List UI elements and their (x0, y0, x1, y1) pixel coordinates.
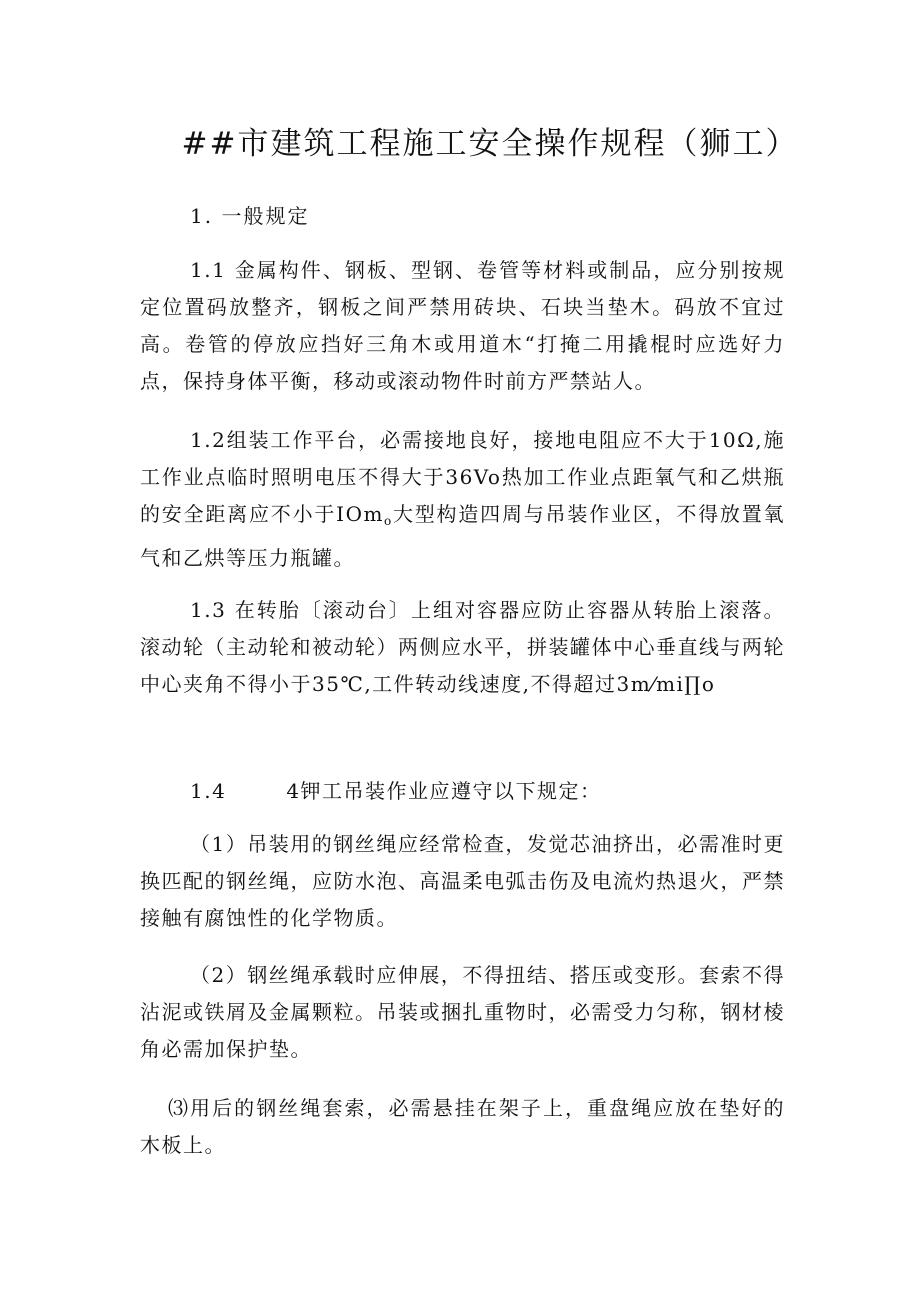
list-item-3: ⑶用后的钢丝绳套索，必需悬挂在架子上，重盘绳应放在垫好的木板上。 (140, 1096, 785, 1157)
paragraph-1-2-part-a: 1.2组装工作平台，必需接地良好，接地电阻应不大于10Ω,施工作业点临时照明电压不得大于36Vo热加工作业点距氧气和乙烘瓶的安全距离应不小于IOm (140, 428, 785, 526)
paragraph-1-2-subscript: o (383, 514, 393, 528)
paragraph-1-2 (140, 422, 785, 577)
list-item-2: （2）钢丝绳承载时应伸展，不得扭结、搭压或变形。套索不得沾泥或铁屑及金属颗粒。吊装或捆扎重物时，必需受力匀称，钢材棱角必需加保护垫。 (140, 963, 785, 1061)
paragraph-1-3: 1.3 在转胎〔滚动台〕上组对容器应防止容器从转胎上滚落。滚动轮（主动轮和被动轮）两侧应水平，拼装罐体中心垂直线与两轮中心夹角不得小于35℃,工件转动线速度,不得超过3m⁄mi∏o (140, 598, 785, 696)
paragraph-1-4 (140, 773, 785, 810)
list-item-1: （1）吊装用的钢丝绳应经常检查，发觉芯油挤出，必需准时更换匹配的钢丝绳，应防水泡、高温柔电弧击伤及电流灼热退火，严禁接触有腐蚀性的化学物质。 (140, 832, 785, 930)
paragraph-1-4-text: 4钾工吊装作业应遵守以下规定： (286, 779, 602, 803)
document-title: ##市建筑工程施工安全操作规程（狮工） (181, 126, 799, 162)
paragraph-1-4-number: 1.4 (190, 779, 227, 803)
paragraph-1-2-part-b: 大型构造四周与吊装作业区，不得放置氧气和乙烘等压力瓶罐。 (140, 502, 786, 570)
paragraph-1-1: 1.1 金属构件、钢板、型钢、卷管等材料或制品，应分别按规定位置码放整齐，钢板之间严禁用砖块、石块当垫木。码放不宜过高。卷管的停放应挡好三角木或用道木“打掩二用撬棍时应选好力点，保持身体平衡，移动或滚动物件时前方严禁站人。 (140, 258, 785, 393)
section-heading: 1. 一般规定 (190, 204, 310, 228)
